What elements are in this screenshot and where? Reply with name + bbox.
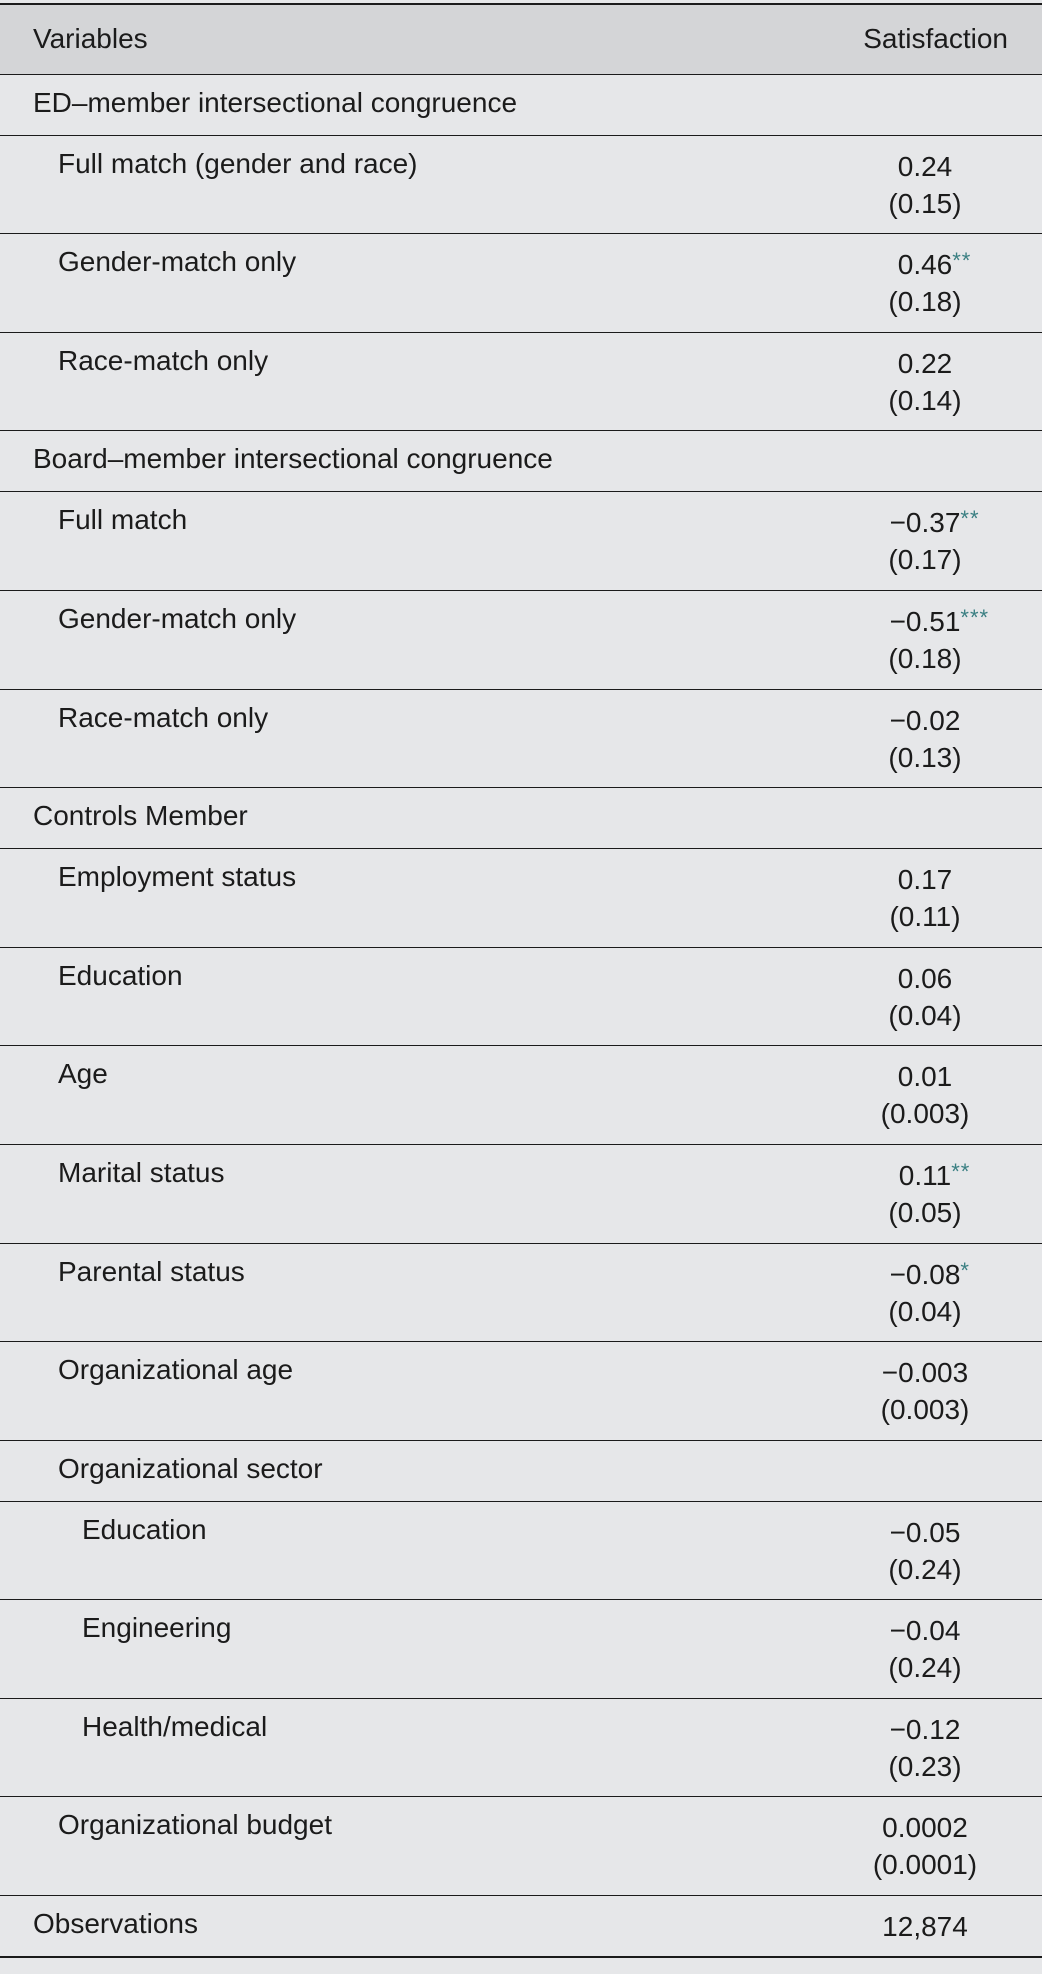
table-row [0,948,1042,1046]
table-row [0,1145,1042,1244]
value-cell [860,702,990,776]
row-label: Education [82,1514,207,1545]
value-cell [860,1514,990,1588]
row-label: Age [58,1058,108,1089]
value-cell [860,1354,990,1428]
table-row [0,1244,1042,1342]
table-row [0,591,1042,690]
value-cell [860,1908,990,1945]
value-cell [860,504,990,578]
significance-stars: * [960,1258,970,1283]
coefficient: −0.37 [889,507,961,538]
standard-error: (0.11) [889,901,961,932]
table-row [0,333,1042,431]
value-cell [860,1157,990,1231]
row-label: Full match [58,504,188,535]
table-row [0,788,1042,849]
row-label: Organizational age [58,1354,294,1385]
header-variables: Variables [33,23,148,54]
table-row [0,1896,1042,1958]
value-cell [860,1058,990,1132]
table-row [0,1441,1042,1502]
value-cell [860,960,990,1034]
table-row [0,234,1042,333]
standard-error: (0.15) [888,188,962,219]
row-label: Engineering [82,1612,232,1643]
header-satisfaction: Satisfaction [863,23,1008,54]
coefficient: −0.12 [889,1714,961,1745]
table-row [0,849,1042,948]
standard-error: (0.13) [888,742,962,773]
table-row [0,690,1042,788]
coefficient: 0.01 [897,1061,953,1092]
table-row [0,1699,1042,1797]
value-cell [860,148,990,222]
coefficient: 12,874 [882,1911,968,1942]
standard-error: (0.05) [888,1197,962,1228]
coefficient: 0.22 [897,348,953,379]
row-label: Race-match only [58,702,269,733]
standard-error: (0.18) [888,643,962,674]
standard-error: (0.14) [888,385,962,416]
coefficient: 0.06 [897,963,953,994]
row-label: Organizational sector [58,1453,323,1484]
row-label: Gender-match only [58,603,297,634]
row-label: Education [58,960,183,991]
row-label: Parental status [58,1256,245,1287]
table-row [0,431,1042,492]
coefficient: −0.04 [889,1615,961,1646]
value-cell [860,1711,990,1785]
table-row [0,492,1042,591]
table-row [0,1046,1042,1145]
coefficient: 0.46 [897,249,953,280]
row-label: Observations [33,1908,198,1939]
row-label: Race-match only [58,345,269,376]
coefficient: 0.24 [897,151,953,182]
value-cell [860,1256,990,1330]
standard-error: (0.17) [888,544,962,575]
table-row [0,1502,1042,1600]
value-cell [860,603,990,677]
row-label: Controls Member [33,800,248,831]
significance-stars: ** [960,506,980,531]
significance-stars: *** [960,605,990,630]
standard-error: (0.23) [888,1751,962,1782]
value-cell [860,861,990,935]
coefficient: −0.05 [889,1517,961,1548]
row-label: Employment status [58,861,297,892]
standard-error: (0.003) [880,1394,970,1425]
standard-error: (0.0001) [872,1849,978,1880]
standard-error: (0.04) [888,1000,962,1031]
table-row [0,1797,1042,1896]
table-row [0,1342,1042,1441]
value-cell [860,1809,990,1883]
value-cell [860,246,990,320]
coefficient: −0.08 [889,1259,961,1290]
table-header [0,5,1042,75]
coefficient: −0.02 [889,705,961,736]
standard-error: (0.04) [888,1296,962,1327]
row-label: Gender-match only [58,246,297,277]
significance-stars: ** [951,1159,971,1184]
row-label: Health/medical [82,1711,268,1742]
standard-error: (0.24) [888,1554,962,1585]
standard-error: (0.24) [888,1652,962,1683]
value-cell [860,345,990,419]
coefficient: 0.0002 [882,1812,968,1843]
table-row [0,1600,1042,1699]
value-cell [860,1612,990,1686]
coefficient: −0.51 [889,606,961,637]
coefficient: 0.17 [897,864,953,895]
row-label: Organizational budget [58,1809,332,1840]
standard-error: (0.18) [888,286,962,317]
row-label: Full match (gender and race) [58,148,418,179]
table-row [0,136,1042,234]
significance-stars: ** [952,248,972,273]
standard-error: (0.003) [880,1098,970,1129]
row-label: Board–member intersectional congruence [33,443,553,474]
table-row [0,75,1042,136]
row-label: Marital status [58,1157,225,1188]
row-label: ED–member intersectional congruence [33,87,518,118]
coefficient: 0.11 [898,1160,952,1191]
coefficient: −0.003 [881,1357,969,1388]
